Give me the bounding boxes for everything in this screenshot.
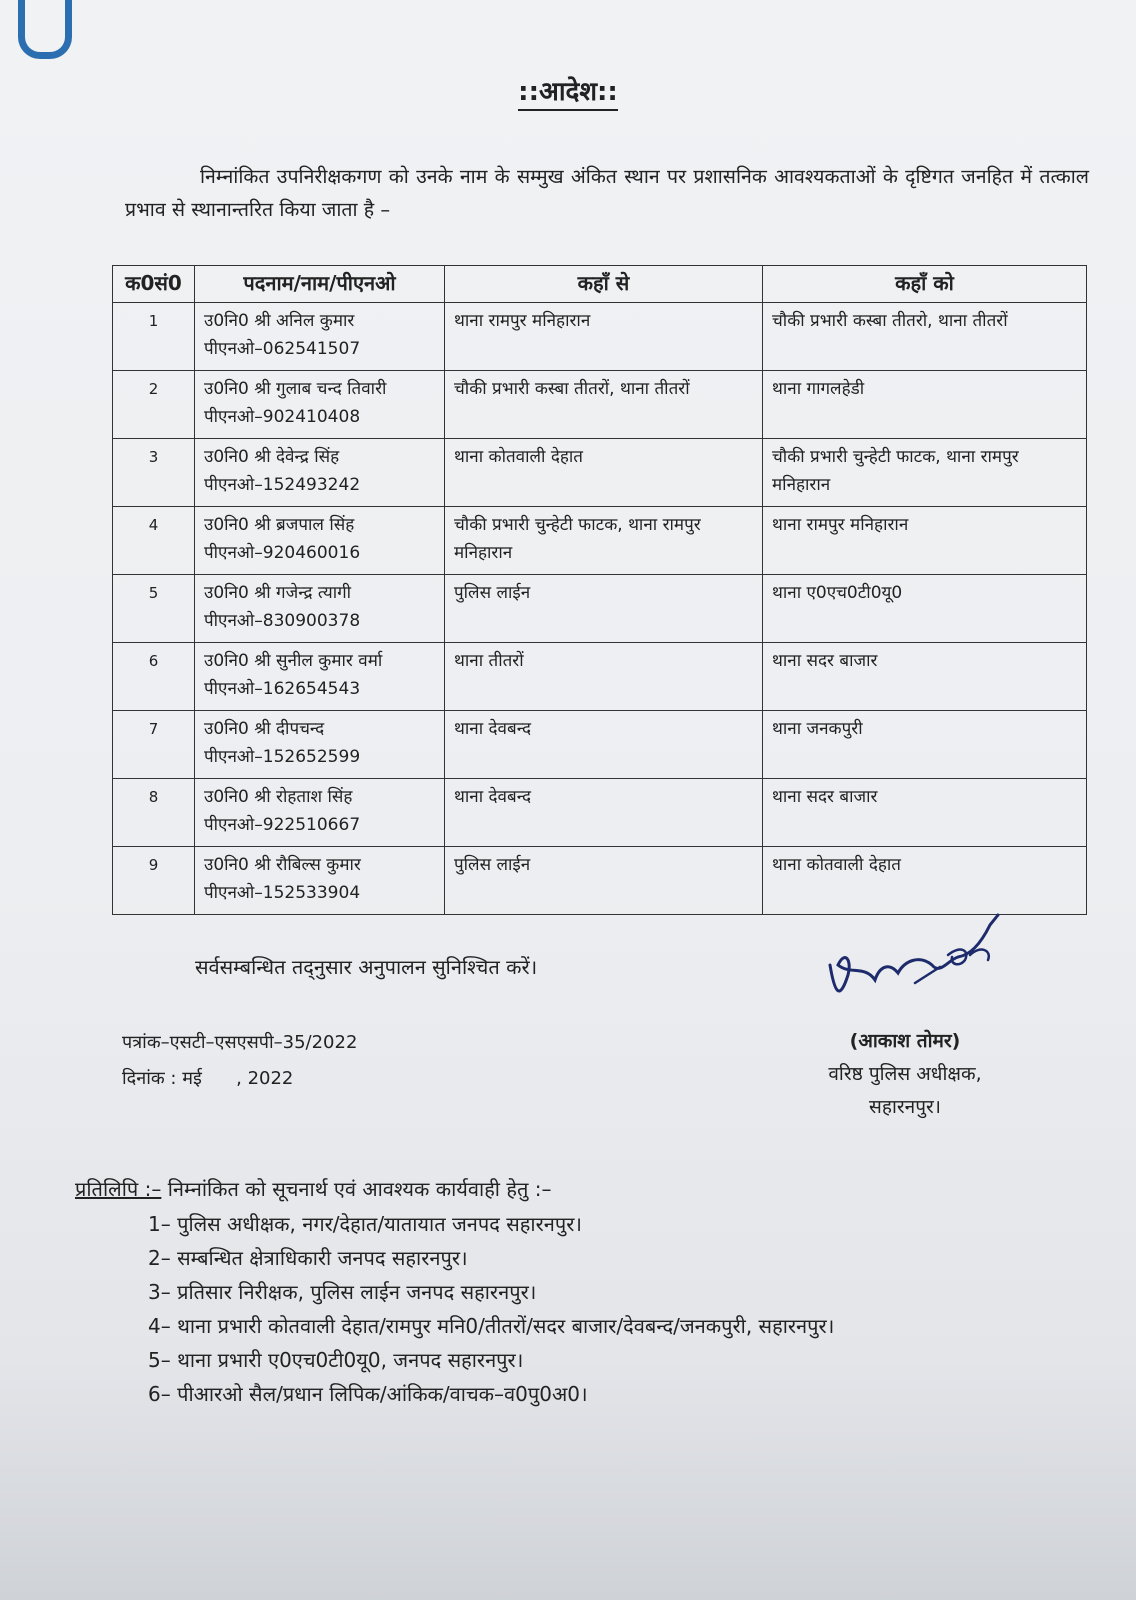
- header-name: पदनाम/नाम/पीएनओ: [195, 266, 445, 303]
- cell-name: [195, 371, 445, 439]
- paper-clip-icon: [18, 0, 72, 59]
- cell-to: चौकी प्रभारी कस्बा तीतरो, थाना तीतरों: [763, 303, 1087, 371]
- cell-to: थाना ए0एच0टी0यू0: [763, 575, 1087, 643]
- cell-to: थाना रामपुर मनिहारान: [763, 507, 1087, 575]
- cell-to: थाना कोतवाली देहात: [763, 847, 1087, 915]
- officer-pno: पीएनओ–920460016: [204, 543, 361, 563]
- officer-pno: पीएनओ–902410408: [204, 407, 361, 427]
- cell-serial: 9: [113, 847, 195, 915]
- officer-name: उ0नि0 श्री देवेन्द्र सिंह: [204, 447, 340, 467]
- officer-pno: पीएनओ–152652599: [204, 747, 361, 767]
- table-row: [113, 507, 1087, 575]
- cell-serial: 8: [113, 779, 195, 847]
- list-item: 5– थाना प्रभारी ए0एच0टी0यू0, जनपद सहारनपुर।: [148, 1348, 524, 1372]
- cell-serial: 4: [113, 507, 195, 575]
- officer-name: उ0नि0 श्री रोहताश सिंह: [204, 787, 353, 807]
- officer-pno: पीएनओ–922510667: [204, 815, 361, 835]
- cell-to: थाना गागलहेडी: [763, 371, 1087, 439]
- intro-paragraph: निम्नांकित उपनिरीक्षकगण को उनके नाम के सम्मुख अंकित स्थान पर प्रशासनिक आवश्यकताओं के दृष्टिगत जनहित में तत्काल प्रभाव से स्थानान्तरित किया जाता है –: [125, 165, 1089, 221]
- copy-heading-text: निम्नांकित को सूचनार्थ एवं आवश्यक कार्यवाही हेतु :–: [161, 1177, 552, 1201]
- cell-name: [195, 711, 445, 779]
- page-title: ::आदेश::: [0, 72, 1136, 108]
- officer-pno: पीएनओ–062541507: [204, 339, 361, 359]
- list-item: 1– पुलिस अधीक्षक, नगर/देहात/यातायात जनपद सहारनपुर।: [148, 1212, 582, 1236]
- cell-serial: 2: [113, 371, 195, 439]
- cell-from: थाना तीतरों: [445, 643, 763, 711]
- cell-from: थाना कोतवाली देहात: [445, 439, 763, 507]
- table-header-row: [113, 266, 1087, 303]
- cell-serial: 3: [113, 439, 195, 507]
- officer-pno: पीएनओ–152493242: [204, 475, 361, 495]
- cell-serial: 1: [113, 303, 195, 371]
- signatory-designation: वरिष्ठ पुलिस अधीक्षक,: [828, 1063, 982, 1085]
- signature-block: [790, 1025, 1020, 1124]
- letter-date: दिनांक : मई , 2022: [122, 1068, 294, 1089]
- table-row: [113, 711, 1087, 779]
- cell-serial: 6: [113, 643, 195, 711]
- cell-to: चौकी प्रभारी चुन्हेटी फाटक, थाना रामपुर मनिहारान: [763, 439, 1087, 507]
- table-row: [113, 439, 1087, 507]
- cell-name: [195, 779, 445, 847]
- cell-from: चौकी प्रभारी चुन्हेटी फाटक, थाना रामपुर मनिहारान: [445, 507, 763, 575]
- officer-name: उ0नि0 श्री रौबिल्स कुमार: [204, 855, 361, 875]
- letter-number: पत्रांक–एसटी–एसएसपी–35/2022: [122, 1032, 358, 1053]
- copy-list: [148, 1207, 834, 1411]
- cell-from: पुलिस लाईन: [445, 575, 763, 643]
- cell-from: थाना देवबन्द: [445, 711, 763, 779]
- cell-name: [195, 303, 445, 371]
- table-row: [113, 371, 1087, 439]
- cell-from: थाना देवबन्द: [445, 779, 763, 847]
- cell-from: पुलिस लाईन: [445, 847, 763, 915]
- cell-from: चौकी प्रभारी कस्बा तीतरों, थाना तीतरों: [445, 371, 763, 439]
- cell-name: [195, 847, 445, 915]
- officer-name: उ0नि0 श्री ब्रजपाल सिंह: [204, 515, 355, 535]
- officer-pno: पीएनओ–162654543: [204, 679, 361, 699]
- copy-label: प्रतिलिपि :–: [75, 1177, 162, 1201]
- compliance-instruction: सर्वसम्बन्धित तद्नुसार अनुपालन सुनिश्चित करें।: [195, 955, 538, 979]
- list-item: 6– पीआरओ सैल/प्रधान लिपिक/आंकिक/वाचक–व0पु0अ0।: [148, 1382, 588, 1406]
- header-from: कहाँ से: [445, 266, 763, 303]
- table-row: [113, 303, 1087, 371]
- transfer-table: [112, 265, 1087, 915]
- officer-name: उ0नि0 श्री गुलाब चन्द तिवारी: [204, 379, 387, 399]
- list-item: 4– थाना प्रभारी कोतवाली देहात/रामपुर मनि0/तीतरों/सदर बाजार/देवबन्द/जनकपुरी, सहारनपुर।: [148, 1314, 835, 1338]
- cell-name: [195, 575, 445, 643]
- table-row: [113, 575, 1087, 643]
- cell-to: थाना जनकपुरी: [763, 711, 1087, 779]
- officer-pno: पीएनओ–830900378: [204, 611, 361, 631]
- header-serial: क0सं0: [113, 266, 195, 303]
- officer-name: उ0नि0 श्री अनिल कुमार: [204, 311, 355, 331]
- cell-name: [195, 439, 445, 507]
- signatory-name: (आकाश तोमर): [849, 1030, 961, 1052]
- cell-serial: 5: [113, 575, 195, 643]
- officer-pno: पीएनओ–152533904: [204, 883, 361, 903]
- list-item: 3– प्रतिसार निरीक्षक, पुलिस लाईन जनपद सहारनपुर।: [148, 1280, 537, 1304]
- table-row: [113, 779, 1087, 847]
- officer-name: उ0नि0 श्री दीपचन्द: [204, 719, 325, 739]
- copy-heading: [75, 1175, 551, 1202]
- cell-name: [195, 507, 445, 575]
- signatory-place: सहारनपुर।: [869, 1096, 941, 1118]
- officer-name: उ0नि0 श्री सुनील कुमार वर्मा: [204, 651, 383, 671]
- signature-mark: [820, 905, 1020, 1015]
- cell-serial: 7: [113, 711, 195, 779]
- officer-name: उ0नि0 श्री गजेन्द्र त्यागी: [204, 583, 352, 603]
- cell-to: थाना सदर बाजार: [763, 779, 1087, 847]
- cell-to: थाना सदर बाजार: [763, 643, 1087, 711]
- cell-from: थाना रामपुर मनिहारान: [445, 303, 763, 371]
- header-to: कहाँ को: [763, 266, 1087, 303]
- cell-name: [195, 643, 445, 711]
- table-row: [113, 643, 1087, 711]
- list-item: 2– सम्बन्धित क्षेत्राधिकारी जनपद सहारनपुर।: [148, 1246, 468, 1270]
